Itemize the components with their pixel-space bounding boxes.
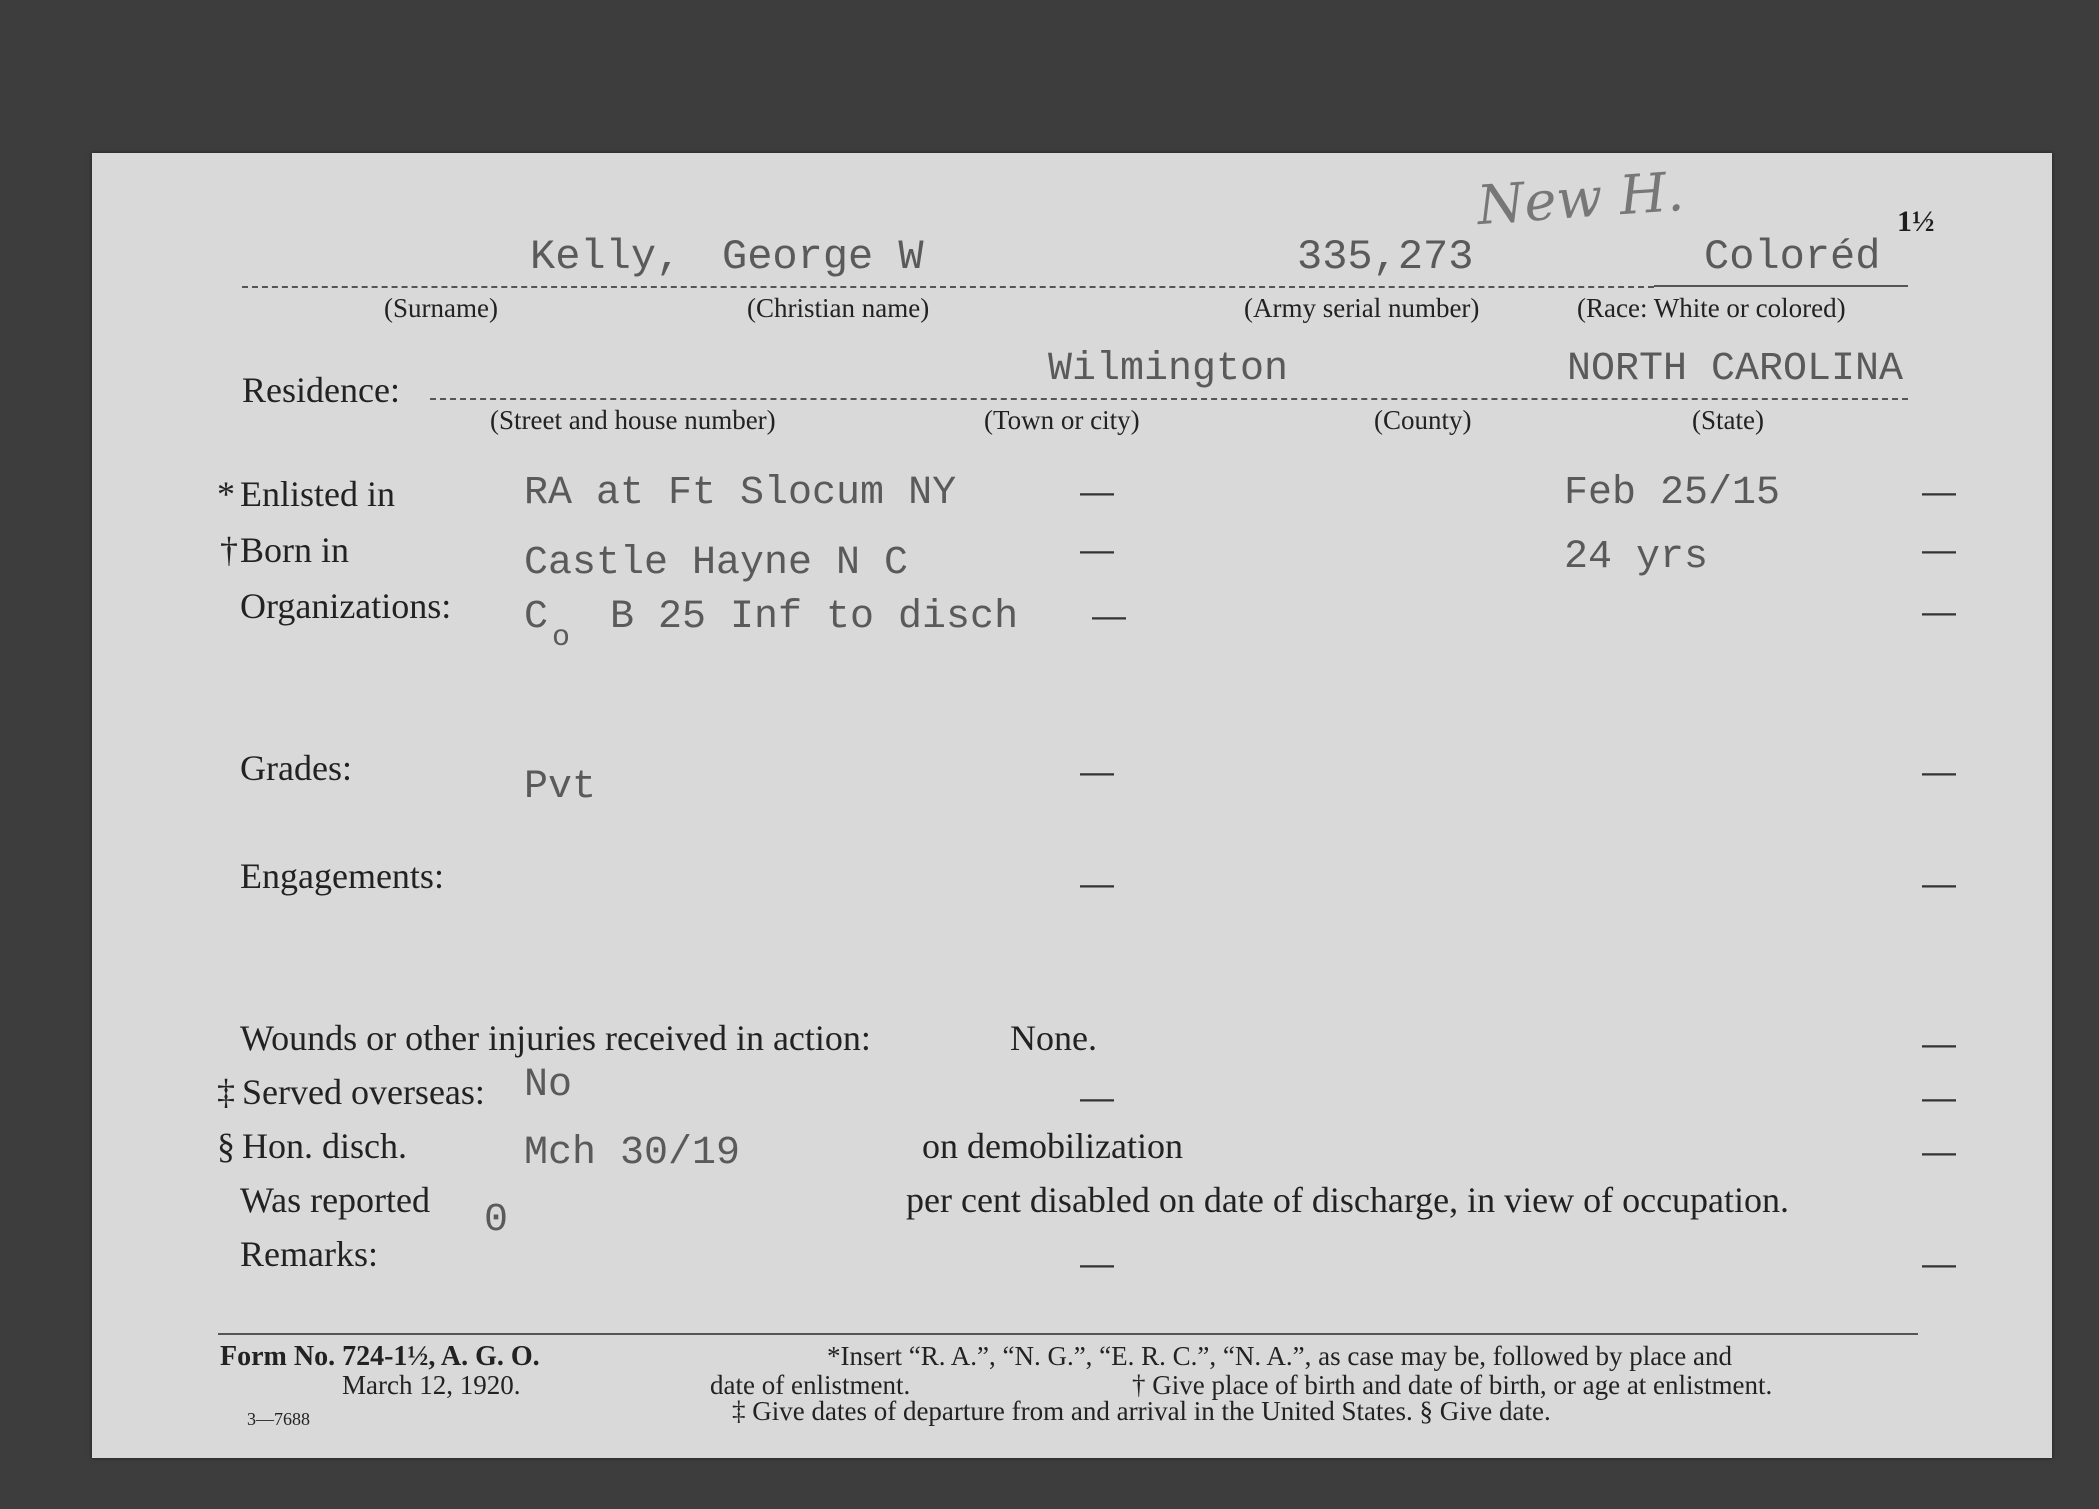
grades-label: Grades:	[240, 748, 352, 788]
footer-note-line-2b: † Give place of birth and date of birth, or age at enlistment.	[1132, 1370, 1773, 1400]
hon-disch-note: on demobilization	[922, 1126, 1183, 1166]
grades-dash-1: —	[1080, 753, 1114, 791]
enlisted-value: RA at Ft Slocum NY	[524, 471, 957, 516]
surname-value: Kelly,	[530, 233, 682, 281]
wounds-label: Wounds or other injuries received in action:	[240, 1018, 871, 1058]
born-dash-2: —	[1922, 531, 1956, 569]
organizations-dash-1: —	[1092, 597, 1126, 635]
overseas-dash-2: —	[1922, 1079, 1956, 1117]
remarks-label: Remarks:	[240, 1234, 378, 1274]
enlisted-dash-1: —	[1080, 473, 1114, 511]
state-caption: (State)	[1692, 405, 1764, 435]
hon-disch-value: Mch 30/19	[524, 1131, 741, 1176]
residence-town-value: Wilmington	[1048, 347, 1289, 392]
grades-value: Pvt	[524, 765, 597, 810]
county-caption: (County)	[1374, 405, 1472, 435]
organizations-value-o: o	[552, 621, 571, 655]
street-caption: (Street and house number)	[490, 405, 776, 435]
residence-state-value: NORTH CAROLINA	[1567, 347, 1904, 392]
born-value: Castle Hayne N C	[524, 541, 909, 586]
organizations-dash-2: —	[1922, 593, 1956, 631]
born-age-value: 24 yrs	[1564, 535, 1709, 580]
organizations-value: B 25 Inf to disch	[610, 595, 1019, 640]
born-dash-1: —	[1080, 531, 1114, 569]
form-date: March 12, 1920.	[342, 1370, 521, 1400]
draft-record-card	[92, 153, 2052, 1458]
serial-number-caption: (Army serial number)	[1244, 293, 1480, 323]
serial-number-value: 335,273	[1297, 233, 1474, 281]
footer-note-line-2a: date of enlistment.	[710, 1370, 911, 1400]
enlisted-date-value: Feb 25/15	[1564, 471, 1781, 516]
born-mark: †	[220, 530, 238, 570]
organizations-value-c: C	[524, 595, 549, 640]
enlisted-dash-2: —	[1922, 473, 1956, 511]
race-underline	[1654, 285, 1908, 287]
wounds-value: None.	[1010, 1018, 1097, 1058]
footer-divider	[218, 1333, 1918, 1335]
wounds-dash: —	[1922, 1025, 1956, 1063]
overseas-label: Served overseas:	[242, 1072, 485, 1112]
surname-caption: (Surname)	[384, 293, 498, 323]
race-value: Coloréd	[1704, 233, 1881, 281]
footer-note-line-3: ‡ Give dates of departure from and arrival in the United States. § Give date.	[732, 1396, 1551, 1426]
reported-note: per cent disabled on date of discharge, in view of occupation.	[906, 1180, 1790, 1220]
reported-value: 0	[484, 1198, 509, 1243]
race-caption: (Race: White or colored)	[1577, 293, 1846, 323]
hon-disch-mark: §	[217, 1126, 235, 1166]
print-code: 3—7688	[247, 1409, 310, 1429]
engagements-label: Engagements:	[240, 856, 444, 896]
enlisted-label: Enlisted in	[240, 474, 395, 514]
residence-underline	[430, 398, 1908, 400]
organizations-label: Organizations:	[240, 586, 452, 626]
town-caption: (Town or city)	[984, 405, 1140, 435]
header-underline	[242, 286, 1654, 288]
engagements-dash-1: —	[1080, 865, 1114, 903]
engagements-dash-2: —	[1922, 865, 1956, 903]
footer-note-line-1: *Insert “R. A.”, “N. G.”, “E. R. C.”, “N. A.”, as case may be, followed by place and	[827, 1341, 1732, 1371]
overseas-dash-1: —	[1080, 1079, 1114, 1117]
reported-label: Was reported	[240, 1180, 431, 1220]
overseas-mark: ‡	[217, 1072, 235, 1112]
hon-disch-label: Hon. disch.	[242, 1126, 407, 1166]
grades-dash-2: —	[1922, 753, 1956, 791]
overseas-value: No	[524, 1063, 573, 1108]
remarks-dash-1: —	[1080, 1245, 1114, 1283]
born-label: Born in	[240, 530, 350, 570]
form-number: Form No. 724-1½, A. G. O.	[220, 1341, 540, 1372]
fraction-number: 1½	[1897, 205, 1935, 238]
residence-label: Residence:	[242, 370, 400, 410]
hon-disch-dash: —	[1922, 1133, 1956, 1171]
christian-name-caption: (Christian name)	[747, 293, 930, 323]
remarks-dash-2: —	[1922, 1245, 1956, 1283]
state-note-handwritten: New H.	[1475, 159, 1686, 238]
christian-name-value: George W	[722, 233, 924, 281]
enlisted-mark: *	[217, 474, 235, 514]
